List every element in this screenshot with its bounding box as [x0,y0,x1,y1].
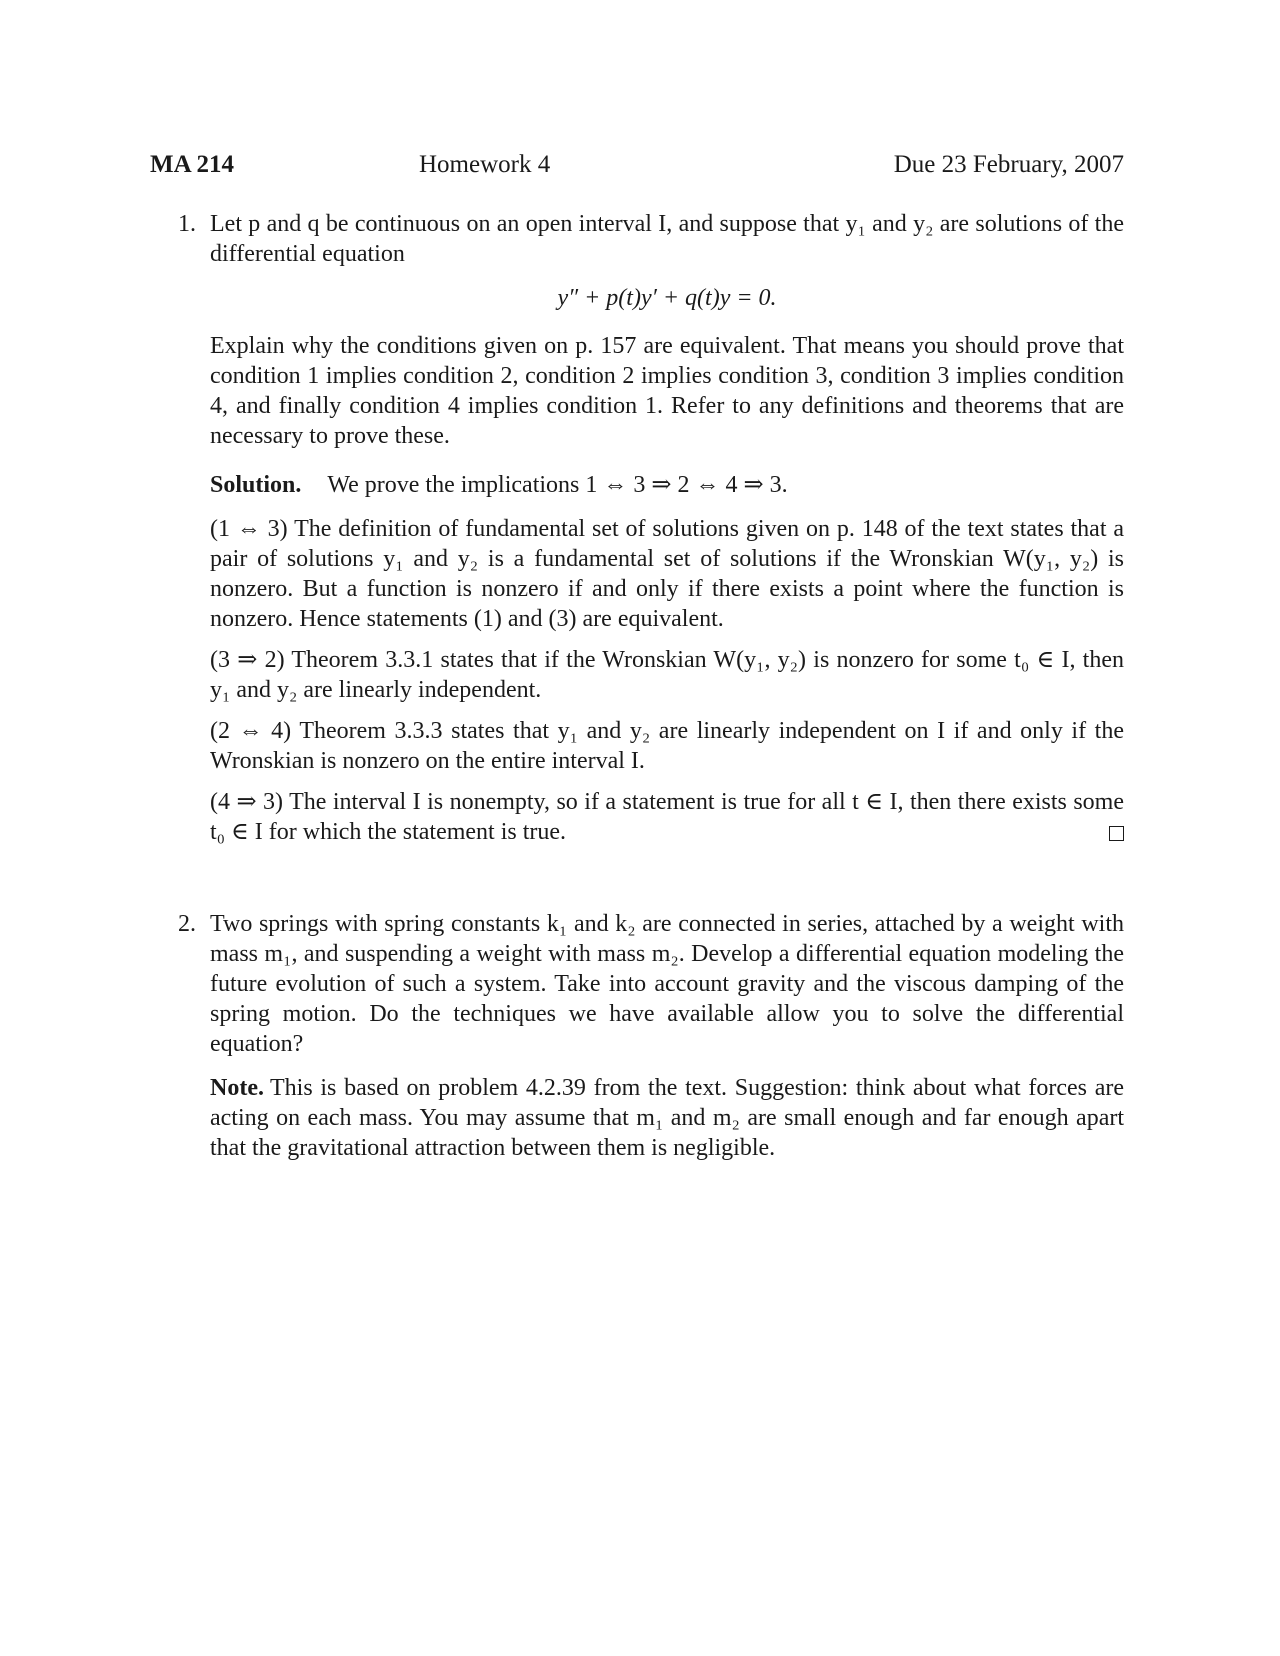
problem-number: 2. [178,911,196,937]
solution-part-4: (4 ⇒ 3) The interval I is nonempty, so if a statement is true for all t ∈ I, then there exists some t₀ ∈ I for which the statement is true. [210,789,1124,845]
solution-label: Solution. [210,472,302,498]
note-paragraph [210,1073,1124,1163]
due-date: Due 23 February, 2007 [893,151,1124,178]
solution-intro: We prove the implications 1 ⇔ 3 ⇒ 2 ⇔ 4 ⇒ 3. [327,472,788,498]
solution-part-1: (1 ⇔ 3) The definition of fundamental set of solutions given on p. 148 of the text states that a pair of solutions y₁ and y₂ is a fundamental set of solutions if the Wronskian W(y₁, y₂) is nonzero. But a function is nonzero if and only if there exists a point where the function is nonzero. Hence statements (1) and (3) are equivalent. [210,516,1124,632]
solution-part-3: (2 ⇔ 4) Theorem 3.3.3 states that y₁ and y₂ are linearly independent on I if and only if the Wronskian is nonzero on the entire interval I. [210,718,1124,774]
differential-equation: y″ + p(t)y′ + q(t)y = 0. [557,285,777,311]
note-label: Note. [210,1075,264,1101]
qed-square-icon [1109,826,1124,841]
homework-title: Homework 4 [419,151,551,178]
problem-statement: Two springs with spring constants k₁ and k₂ are connected in series, attached by a weight with mass m₁, and suspending a weight with mass m₂. Develop a differential equation modeling the future evolution of such a system. Take into account gravity and the viscous damping of the spring motion. Do the techniques we have available allow you to solve the differential equation? [210,911,1124,1057]
solution-intro-line [210,470,1124,500]
problem-statement: Let p and q be continuous on an open interval I, and suppose that y₁ and y₂ are solutions of the differential equation [210,211,1124,267]
page-header [150,150,1124,184]
problem-task: Explain why the conditions given on p. 157 are equivalent. That means you should prove that condition 1 implies condition 2, condition 2 implies condition 3, condition 3 implies condition 4, and finally condition 4 implies condition 1. Refer to any definitions and theorems that are necessary to prove these. [210,333,1124,449]
problem-1 [178,209,1124,847]
solution-part-4-block [210,787,1124,847]
note-text: This is based on problem 4.2.39 from the text. Suggestion: think about what forces are acting on each mass. You may assume that m₁ and m₂ are small enough and far enough apart that the gravitational attraction between them is negligible. [210,1075,1124,1161]
solution-part-2: (3 ⇒ 2) Theorem 3.3.1 states that if the Wronskian W(y₁, y₂) is nonzero for some t₀ ∈ I, then y₁ and y₂ are linearly independent. [210,647,1124,703]
problem-2 [178,909,1124,1163]
problem-number: 1. [178,211,196,237]
course-code: MA 214 [150,151,235,178]
